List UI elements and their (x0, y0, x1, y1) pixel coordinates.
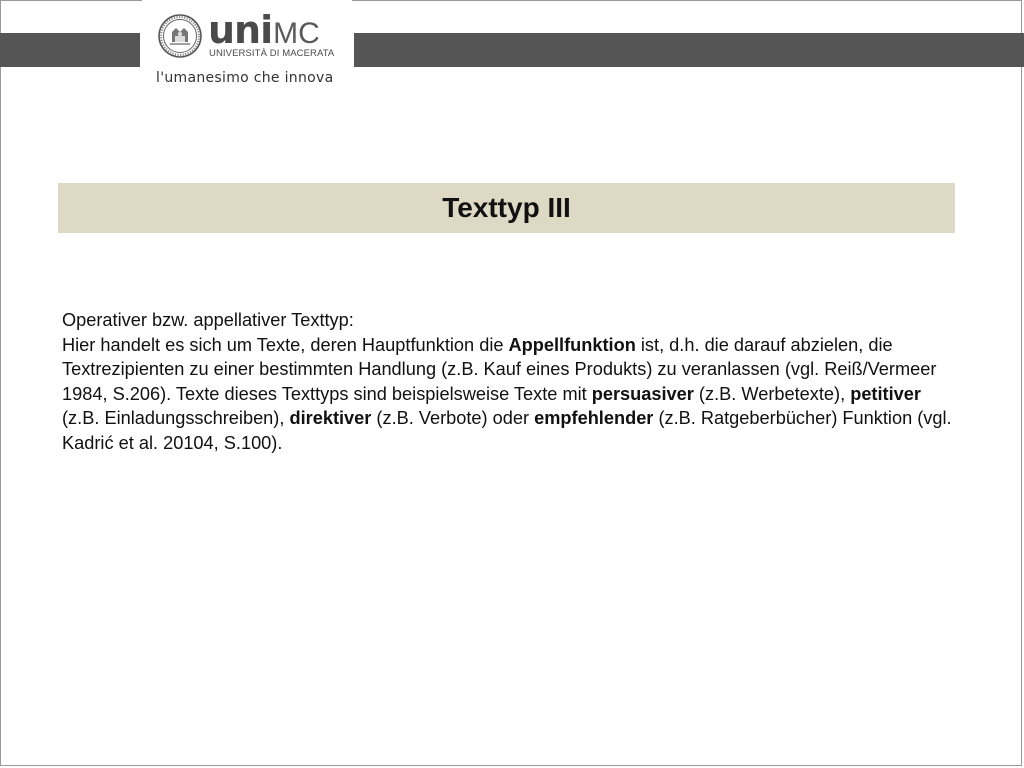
intro-line: Operativer bzw. appellativer Texttyp: (62, 310, 354, 330)
logo-mc-text: MC (273, 17, 320, 50)
body-text: Hier handelt es sich um Texte, deren Hauptfunktion die (62, 334, 509, 355)
body-text: (z.B. Verbote) oder (371, 408, 535, 428)
bold-term-appellfunktion: Appellfunktion (508, 334, 636, 355)
bold-term-persuasiver: persuasiver (591, 383, 694, 404)
slide-title: Texttyp III (442, 192, 571, 223)
slide-content (62, 308, 962, 455)
bold-term-empfehlender: empfehlender (534, 408, 654, 428)
bold-term-direktiver: direktiver (289, 408, 372, 428)
body-text: (z.B. Werbetexte), (693, 383, 851, 404)
header-bar-right (354, 33, 1024, 67)
body-text: (z.B. Ratgeberbücher) Funktion (vgl. Kadrić et al. 20104, S.100). (62, 408, 952, 453)
header-bar-left (0, 33, 140, 67)
body-paragraph (62, 333, 962, 456)
logo-tagline: l'umanesimo che innova (156, 70, 334, 86)
university-seal-icon (158, 14, 202, 58)
body-text: (z.B. Einladungsschreiben), (62, 408, 290, 428)
body-text: ist, d.h. die darauf abzielen, die Textrezipienten zu einer bestimmten Handlung (z.B. Kauf eines Produkts) zu veranlassen (vgl. Reiß/Vermeer 1984, S.206). Texte dieses Texttyps sind beispielsweise Texte mit (62, 334, 937, 404)
logo-uni-text: uni (208, 8, 273, 52)
logo-wordmark (208, 8, 320, 52)
logo-subtitle: UNIVERSITÀ DI MACERATA (209, 48, 335, 59)
university-logo (142, 0, 352, 92)
title-bar (58, 183, 955, 233)
bold-term-petitiver: petitiver (850, 383, 921, 404)
